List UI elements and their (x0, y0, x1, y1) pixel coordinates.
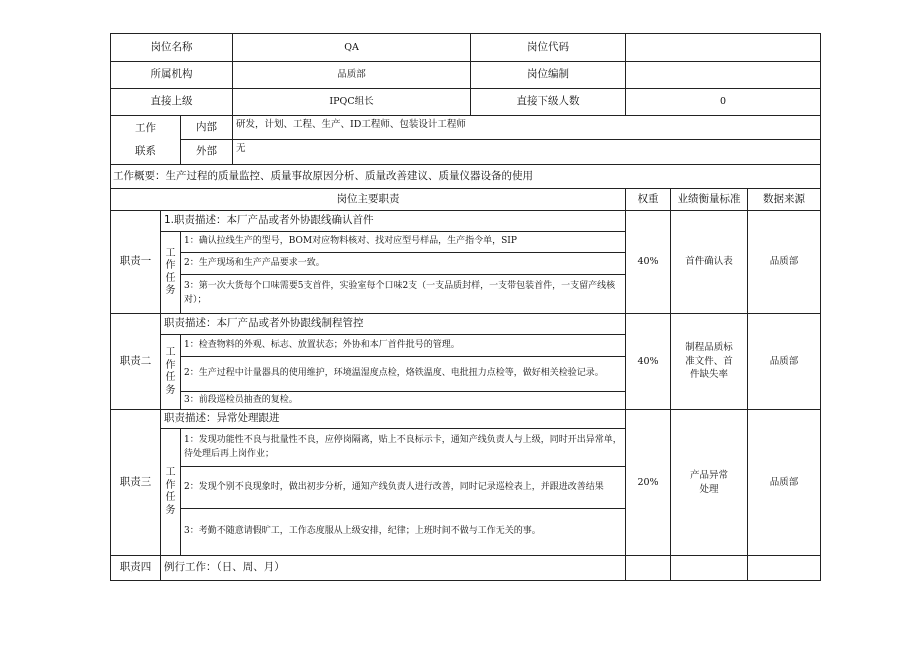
duty-3-task-3: 3：考勤不随意请假旷工，工作态度服从上级安排，纪律；上班时间不做与工作无关的事。 (181, 509, 626, 556)
duty-3-task-2: 2：发现个别不良现象时，做出初步分析，通知产线负责人进行改善，同时记录巡检表上，并跟进改善结果 (181, 467, 626, 509)
contacts-internal-row (111, 116, 821, 140)
contacts-label-b: 联系 (135, 145, 156, 157)
post-name-label: 岗位名称 (111, 34, 233, 62)
duty-2-task-3: 3：前段巡检员抽查的复检。 (181, 392, 626, 410)
job-description-table (110, 33, 821, 581)
source-column-header: 数据来源 (748, 189, 821, 211)
overview-text: 工作概要：生产过程的质量监控、质量事故原因分析、质量改善建议、质量仪器设备的使用 (111, 165, 821, 189)
duty-2-name: 职责二 (111, 314, 161, 410)
duty-3-name: 职责三 (111, 410, 161, 556)
dept-label: 所属机构 (111, 62, 233, 89)
duty-1-kpi: 首件确认表 (671, 211, 748, 314)
duty-4-source (748, 556, 821, 581)
internal-label: 内部 (181, 116, 233, 140)
duty-1-desc-row (111, 211, 821, 232)
duty-4-row (111, 556, 821, 581)
superior-value: IPQC组长 (233, 89, 471, 116)
dept-value: 品质部 (233, 62, 471, 89)
column-header-row (111, 189, 821, 211)
contacts-label-a: 工作 (135, 121, 156, 134)
duty-4-kpi (671, 556, 748, 581)
duty-3-task-label: 工 作 任 务 (161, 429, 181, 556)
staffing-label: 岗位编制 (471, 62, 626, 89)
external-label: 外部 (181, 140, 233, 165)
external-value: 无 (233, 140, 821, 165)
duty-1-task-3: 3：第一次大货每个口味需要5支首件，实验室每个口味2支（一支品质封样，一支带包装首件，一支留产线核对）； (181, 275, 626, 314)
duty-4-name: 职责四 (111, 556, 161, 581)
duty-3-weight: 20% (626, 410, 671, 556)
duty-2-desc-row (111, 314, 821, 335)
duty-3-desc: 职责描述：异常处理跟进 (161, 410, 626, 429)
header-row-2 (111, 62, 821, 89)
contacts-external-row (111, 140, 821, 165)
overview-row (111, 165, 821, 189)
duty-1-desc: 1.职责描述：本厂产品或者外协跟线确认首件 (161, 211, 626, 232)
weight-column-header: 权重 (626, 189, 671, 211)
kpi-column-header: 业绩衡量标准 (671, 189, 748, 211)
duty-4-weight (626, 556, 671, 581)
post-name-value: QA (233, 34, 471, 62)
duty-3-task-1: 1：发现功能性不良与批量性不良，应停岗隔离，贴上不良标示卡，通知产线负责人与上级，同时开出异常单，待处理后再上岗作业； (181, 429, 626, 467)
duty-3-kpi: 产品异常处理 (671, 410, 748, 556)
duty-2-task-2: 2：生产过程中计量器具的使用维护，环境温湿度点检，烙铁温度、电批扭力点检等，做好相关检验记录。 (181, 357, 626, 392)
superior-label: 直接上级 (111, 89, 233, 116)
duty-1-weight: 40% (626, 211, 671, 314)
contacts-label (111, 116, 181, 165)
duty-1-task-2: 2：生产现场和生产产品要求一致。 (181, 253, 626, 275)
duty-2-kpi: 制程品质标准文件、首件缺失率 (671, 314, 748, 410)
duty-1-source: 品质部 (748, 211, 821, 314)
internal-value: 研发，计划、工程、生产、ID工程师、包装设计工程师 (233, 116, 821, 140)
header-row-3 (111, 89, 821, 116)
duty-1-task-label: 工 作 任 务 (161, 232, 181, 314)
duty-1-name: 职责一 (111, 211, 161, 314)
duty-2-task-label: 工 作 任 务 (161, 335, 181, 410)
duties-column-header: 岗位主要职责 (111, 189, 626, 211)
duty-2-desc: 职责描述：本厂产品或者外协跟线制程管控 (161, 314, 626, 335)
duty-1-task-1: 1：确认拉线生产的型号，BOM对应物料核对、找对应型号样品，生产指令单，SIP (181, 232, 626, 253)
staffing-value (626, 62, 821, 89)
header-row-1 (111, 34, 821, 62)
duty-3-desc-row (111, 410, 821, 429)
duty-2-weight: 40% (626, 314, 671, 410)
duty-3-source: 品质部 (748, 410, 821, 556)
duty-2-task-1: 1：检查物料的外观、标志、放置状态；外协和本厂首件批号的管理。 (181, 335, 626, 357)
job-description-sheet (110, 33, 820, 581)
duty-2-source: 品质部 (748, 314, 821, 410)
subordinates-value: 0 (626, 89, 821, 116)
post-code-value (626, 34, 821, 62)
duty-4-desc: 例行工作：（日、周、月） (161, 556, 626, 581)
subordinates-label: 直接下级人数 (471, 89, 626, 116)
post-code-label: 岗位代码 (471, 34, 626, 62)
